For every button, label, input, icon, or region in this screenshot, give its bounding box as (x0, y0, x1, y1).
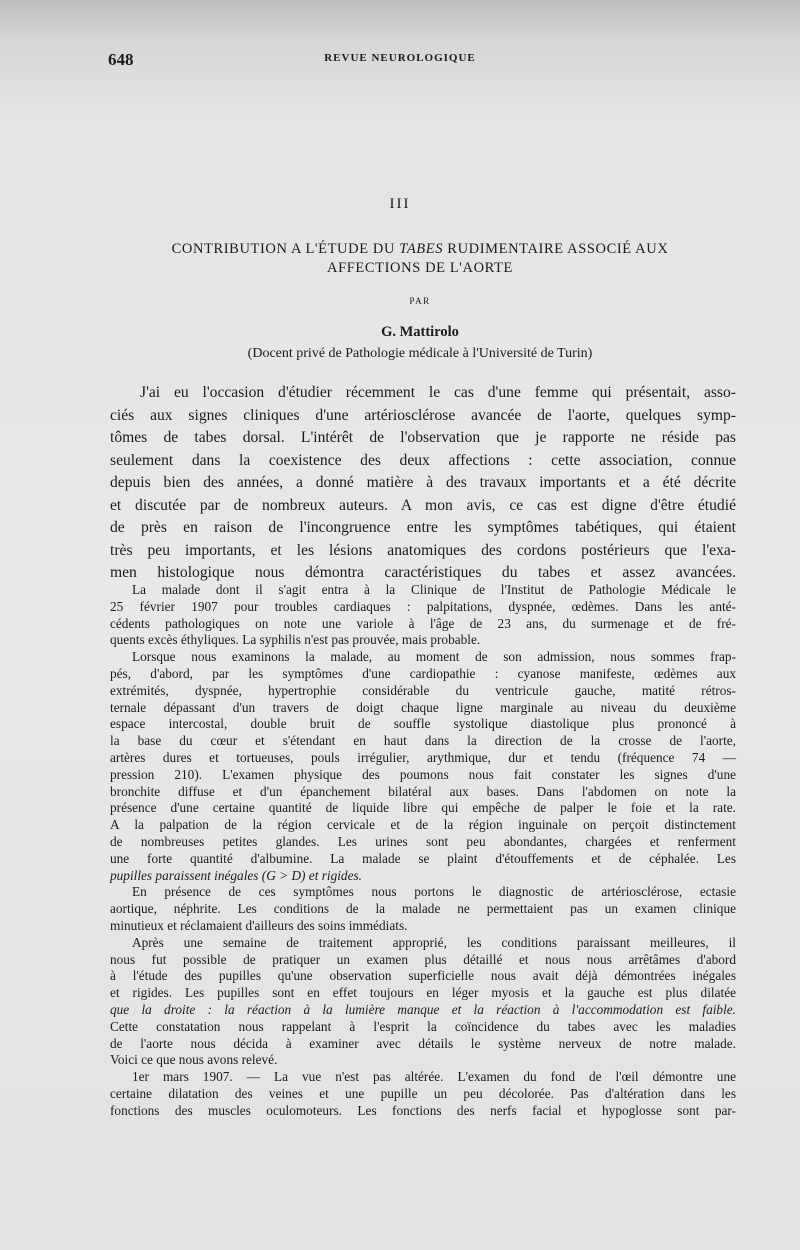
article-title (100, 240, 740, 278)
intro-line: et discutée par de nombreux auteurs. A mon avis, ce cas est digne d'être étudié (110, 496, 736, 514)
title-line-1: CONTRIBUTION A L'ÉTUDE DU TABES RUDIMENTAIRE ASSOCIÉ AUX (171, 241, 669, 257)
journal-title: REVUE NEUROLOGIQUE (324, 52, 476, 64)
body-line: de nombreuses petites glandes. Les urines sont peu abondantes, chargées et renferment (110, 833, 736, 849)
case-report-body (110, 582, 736, 1120)
body-line: La malade dont il s'agit entra à la Clinique de l'Institut de Pathologie Médicale le (132, 582, 736, 597)
body-line: Lorsque nous examinons la malade, au moment de son admission, nous sommes frap- (132, 649, 736, 665)
body-line: que la droite : la réaction à la lumière manque et la réaction à l'accommodation est faible. (110, 1001, 736, 1017)
body-line: une forte quantité d'albumine. La malade se plaint d'étouffements et de céphalée. Les (110, 850, 736, 866)
page-number: 648 (108, 50, 134, 69)
body-line: certaine dilatation des veines et une pupille un peu décolorée. Pas d'altération dans les (110, 1085, 736, 1101)
body-line: minutieux et réclamaient d'ailleurs des soins immédiats. (110, 917, 408, 933)
body-line: En présence de ces symptômes nous portons le diagnostic de artériosclérose, ectasie (132, 884, 736, 900)
intro-line: très peu importants, et les lésions anatomiques des cordons postérieurs que l'exa- (110, 541, 736, 559)
body-line: extrémités, dyspnée, hypertrophie considérable du ventricule gauche, matité rétros- (110, 682, 736, 698)
title-line-2: AFFECTIONS DE L'AORTE (327, 260, 513, 276)
body-line: la base du cœur et s'étendant en haut dans la direction de la crosse de l'aorte, (110, 733, 736, 749)
intro-line: seulement dans la coexistence des deux affections : cette association, connue (110, 451, 736, 469)
body-line: A la palpation de la région cervicale et de la région inguinale on perçoit distinctement (110, 817, 736, 833)
body-line: Après une semaine de traitement approprié, les conditions paraissant meilleures, il (132, 934, 736, 950)
body-line: quents excès éthyliques. La syphilis n'est pas prouvée, mais probable. (110, 632, 481, 648)
body-line: bronchite diffuse et d'un épanchement bilatéral aux bases. Dans l'abdomen on note la (110, 783, 736, 799)
intro-line: men histologique nous démontra caractéristiques du tabes et assez avancées. (110, 564, 736, 581)
author-name: G. Mattirolo (381, 324, 459, 340)
intro-line: depuis bien des années, a donné matière à des travaux importants et a été décrite (110, 474, 736, 491)
body-line: artères dures et tortueuses, pouls irrégulier, arythmique, dur et tendu (fréquence 74 — (110, 749, 736, 765)
body-line: espace intercostal, double bruit de souffle systolique diastolique plus prononcé à (110, 716, 736, 732)
body-line: pés, d'abord, par les symptômes d'une cardiopathie : cyanose manifeste, œdèmes aux (110, 665, 736, 681)
author-affiliation: (Docent privé de Pathologie médicale à l'Université de Turin) (247, 346, 593, 361)
body-line: et rigides. Les pupilles sont en effet toujours en léger myosis et la gauche est plus dilatée (110, 985, 736, 1001)
body-line: ternale dépassant d'un travers de doigt chaque ligne marginale au niveau du deuxième (110, 699, 736, 715)
intro-line: J'ai eu l'occasion d'étudier récemment le cas d'une femme qui présentait, asso- (140, 384, 736, 401)
section-number: III (389, 196, 411, 212)
intro-line: tômes de tabes dorsal. L'intérêt de l'observation que je rapporte ne réside pas (110, 429, 736, 446)
body-line: à l'étude des pupilles qu'une observation superficielle nous avait déjà démontrées inégales (110, 968, 736, 984)
body-line: nous fut possible de pratiquer un examen plus détaillé et nous nous arrêtâmes d'abord (110, 951, 736, 967)
body-line: aortique, néphrite. Les conditions de la malade ne permettaient pas un examen clinique (110, 901, 736, 917)
body-line: Cette constatation nous rappelant à l'esprit la coïncidence du tabes avec les maladies (110, 1018, 736, 1034)
body-line: fonctions des muscles oculomoteurs. Les fonctions des nerfs facial et hypoglosse sont par- (110, 1102, 736, 1118)
intro-line: ciés aux signes cliniques d'une artériosclérose avancée de l'aorte, quelques symp- (110, 406, 736, 424)
body-line: Voici ce que nous avons relevé. (110, 1052, 278, 1068)
intro-paragraph (110, 382, 736, 585)
body-line: pupilles paraissent inégales (G > D) et rigides. (110, 867, 362, 883)
intro-line: de près en raison de l'incongruence entre les symptômes tabétiques, qui étaient (110, 519, 736, 536)
body-line: 1er mars 1907. — La vue n'est pas altérée. L'examen du fond de l'œil démontre une (132, 1069, 736, 1085)
body-line: de l'aorte nous décida à examiner avec détails le système nerveux de notre malade. (110, 1035, 736, 1051)
byline-par: PAR (409, 296, 431, 306)
body-line: pression 210). L'examen physique des poumons nous fait constater les signes d'une (110, 766, 736, 782)
title-italic-word: TABES (399, 241, 444, 257)
body-line: 25 février 1907 pour troubles cardiaques : palpitations, dyspnée, œdèmes. Dans les anté- (110, 598, 736, 614)
body-line: cédents pathologiques on note une variole à l'âge de 23 ans, du surmenage et de fré- (110, 615, 736, 631)
body-line: présence d'une certaine quantité de liquide libre qui empêche de palper le foie et la rate. (110, 800, 736, 816)
